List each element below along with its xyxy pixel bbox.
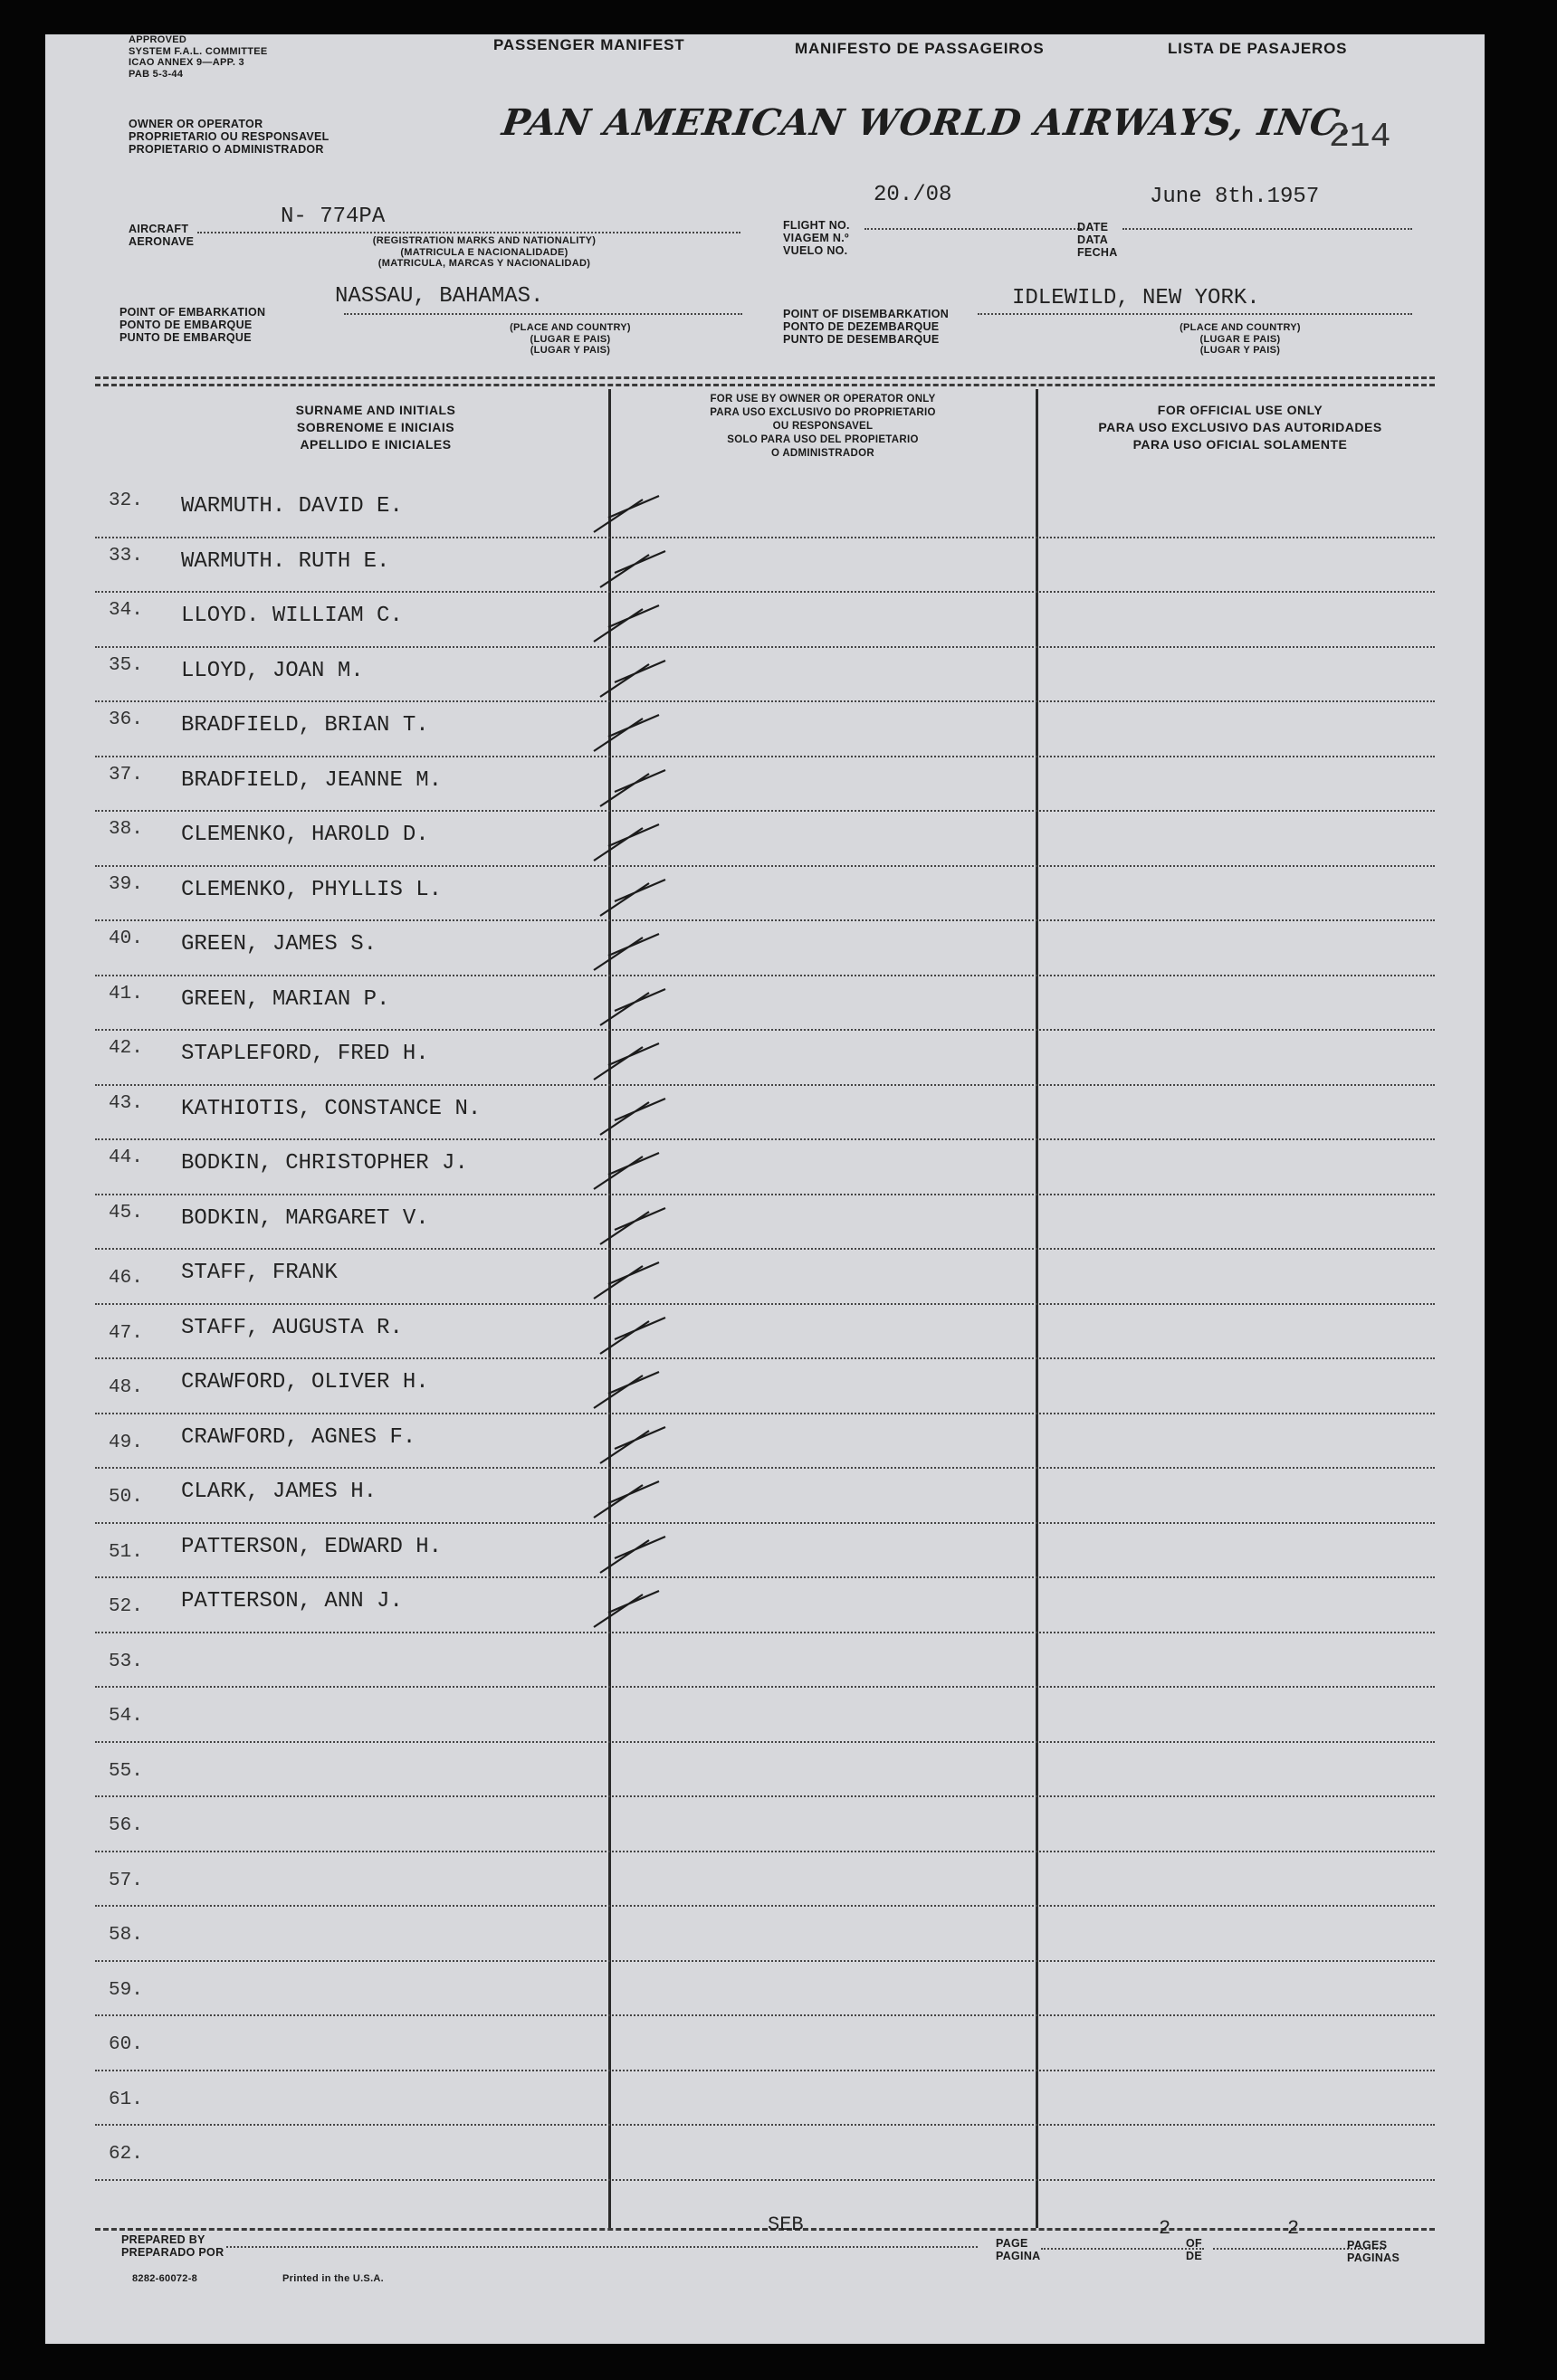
row-number: 56.	[109, 1815, 143, 1836]
official-use-header-line: PARA USO EXCLUSIVO DAS AUTORIDADES	[1098, 420, 1382, 434]
registration-note-line: (MATRICULA E NACIONALIDADE)	[400, 246, 568, 258]
passenger-name: BRADFIELD, JEANNE M.	[181, 767, 443, 793]
row-number: 33.	[109, 545, 143, 566]
title-pt: MANIFESTO DE PASSAGEIROS	[795, 40, 1045, 57]
place-note-line: (LUGAR Y PAIS)	[1199, 345, 1281, 356]
registration-note-line: (MATRICULA, MARCAS Y NACIONALIDAD)	[377, 258, 591, 269]
place-note-line: (PLACE AND COUNTRY)	[1180, 322, 1301, 333]
owner-use-header-line: SOLO PARA USO DEL PROPIETARIO	[727, 434, 919, 445]
row-rule	[95, 975, 1435, 976]
passenger-name: STAFF, FRANK	[181, 1261, 338, 1285]
passenger-name: BODKIN, CHRISTOPHER J.	[181, 1151, 468, 1176]
row-rule	[95, 1960, 1435, 1962]
of-value: 2	[1287, 2217, 1300, 2240]
passenger-name: PATTERSON, EDWARD H.	[181, 1534, 443, 1559]
table-row	[45, 815, 1485, 871]
row-number: 59.	[109, 1979, 143, 2001]
disembarkation-line	[978, 313, 1412, 315]
registration-note	[317, 235, 652, 270]
row-rule	[95, 1194, 1435, 1195]
row-number: 37.	[109, 764, 143, 785]
row-rule	[95, 1522, 1435, 1524]
surname-header-line: APELLIDO E INICIALES	[300, 437, 452, 452]
flight-label	[783, 219, 850, 257]
check-mark-icon	[588, 1204, 688, 1246]
title-es: LISTA DE PASAJEROS	[1168, 40, 1348, 57]
passenger-name: WARMUTH. RUTH E.	[181, 548, 390, 574]
of-label-line: OF	[1186, 2237, 1202, 2250]
place-note-embark	[471, 322, 670, 357]
check-mark-icon	[588, 1149, 688, 1191]
table-row	[45, 1199, 1485, 1254]
table-row	[45, 871, 1485, 926]
row-number: 58.	[109, 1925, 143, 1946]
surname-header-line: SURNAME AND INITIALS	[295, 403, 456, 417]
table-row	[45, 706, 1485, 761]
table-row	[45, 1034, 1485, 1090]
page-value: 2	[1159, 2217, 1171, 2240]
passenger-name: GREEN, JAMES S.	[181, 932, 377, 957]
check-mark-icon	[588, 1095, 688, 1137]
prepared-label	[121, 2233, 224, 2259]
row-number: 47.	[109, 1322, 143, 1344]
approval-line: ICAO ANNEX 9—APP. 3	[129, 57, 244, 68]
row-rule	[95, 1029, 1435, 1031]
flight-label-line: FLIGHT NO.	[783, 219, 850, 232]
approval-line: PAB 5-3-44	[129, 68, 184, 80]
printed-note: Printed in the U.S.A.	[282, 2273, 385, 2284]
of-label	[1186, 2237, 1202, 2262]
row-number: 54.	[109, 1706, 143, 1727]
table-row	[45, 2020, 1485, 2075]
check-mark-icon	[588, 1040, 688, 1081]
owner-label-line: PROPIETARIO O ADMINISTRADOR	[129, 143, 324, 156]
table-row	[45, 596, 1485, 652]
disembarkation-label	[783, 308, 949, 346]
row-rule	[95, 646, 1435, 648]
of-label-line: DE	[1186, 2250, 1202, 2262]
official-use-header-line: PARA USO OFICIAL SOLAMENTE	[1132, 437, 1348, 452]
official-use-header-line: FOR OFFICIAL USE ONLY	[1157, 403, 1323, 417]
row-rule	[95, 591, 1435, 593]
passenger-name: CLEMENKO, HAROLD D.	[181, 823, 429, 847]
official-use-column-header	[1041, 402, 1439, 453]
row-rule	[95, 756, 1435, 757]
prepared-label-line: PREPARADO POR	[121, 2246, 224, 2259]
prepared-value: SEB	[768, 2213, 804, 2236]
passenger-name: LLOYD, JOAN M.	[181, 658, 364, 683]
date-label	[1077, 221, 1118, 259]
table-row	[45, 925, 1485, 980]
check-mark-icon	[588, 492, 688, 534]
page-label-line: PAGE	[996, 2237, 1028, 2250]
date-label-line: DATA	[1077, 233, 1109, 246]
row-rule	[95, 1084, 1435, 1086]
check-mark-icon	[588, 1259, 688, 1300]
page-stamp-number: 214	[1329, 118, 1391, 157]
table-row	[45, 761, 1485, 816]
check-mark-icon	[588, 547, 688, 589]
place-note-line: (LUGAR Y PAIS)	[530, 345, 611, 356]
table-row	[45, 1691, 1485, 1747]
date-label-line: FECHA	[1077, 246, 1118, 259]
row-number: 45.	[109, 1202, 143, 1223]
approval-line: SYSTEM F.A.L. COMMITTEE	[129, 45, 268, 57]
row-rule	[95, 2179, 1435, 2181]
passenger-name: STAFF, AUGUSTA R.	[181, 1315, 403, 1340]
owner-use-header-line: OU RESPONSAVEL	[772, 421, 874, 432]
passenger-name: LLOYD. WILLIAM C.	[181, 604, 403, 628]
table-row	[45, 1472, 1485, 1528]
prepared-label-line: PREPARED BY	[121, 2233, 205, 2246]
row-number: 38.	[109, 819, 143, 840]
prepared-line	[226, 2246, 978, 2248]
check-mark-icon	[588, 930, 688, 972]
aircraft-label	[129, 223, 194, 248]
embarkation-value: NASSAU, BAHAMAS.	[335, 284, 544, 309]
row-number: 49.	[109, 1432, 143, 1453]
row-number: 51.	[109, 1541, 143, 1563]
embarkation-line	[344, 313, 742, 315]
row-rule	[95, 1686, 1435, 1688]
row-rule	[95, 810, 1435, 812]
row-number: 34.	[109, 600, 143, 621]
table-row	[45, 2075, 1485, 2130]
row-rule	[95, 2070, 1435, 2071]
row-number: 52.	[109, 1596, 143, 1617]
embarkation-label-line: POINT OF EMBARKATION	[119, 306, 266, 319]
passenger-name: GREEN, MARIAN P.	[181, 986, 390, 1012]
table-row	[45, 2129, 1485, 2185]
passenger-name: BODKIN, MARGARET V.	[181, 1205, 429, 1231]
row-rule	[95, 537, 1435, 538]
row-number: 46.	[109, 1268, 143, 1289]
row-rule	[95, 1248, 1435, 1250]
row-number: 42.	[109, 1038, 143, 1059]
row-rule	[95, 2014, 1435, 2016]
check-mark-icon	[588, 657, 688, 699]
passenger-name: WARMUTH. DAVID E.	[181, 494, 403, 519]
table-row	[45, 1582, 1485, 1637]
surname-header-line: SOBRENOME E INICIAIS	[296, 420, 455, 434]
owner-label-line: OWNER OR OPERATOR	[129, 118, 263, 130]
row-rule	[95, 1303, 1435, 1305]
approval-block	[129, 34, 268, 80]
passenger-name: CLEMENKO, PHYLLIS L.	[181, 877, 443, 902]
row-number: 32.	[109, 490, 143, 511]
form-number: 8282-60072-8	[132, 2273, 198, 2284]
row-number: 40.	[109, 928, 143, 949]
row-number: 50.	[109, 1487, 143, 1508]
row-number: 41.	[109, 983, 143, 1004]
row-number: 55.	[109, 1760, 143, 1782]
row-rule	[95, 1741, 1435, 1743]
passenger-name: PATTERSON, ANN J.	[181, 1589, 403, 1614]
table-row	[45, 1309, 1485, 1364]
check-mark-icon	[588, 1314, 688, 1356]
table-row	[45, 1253, 1485, 1309]
date-label-line: DATE	[1077, 221, 1109, 233]
aircraft-label-line: AIRCRAFT	[129, 223, 189, 235]
table-row	[45, 1090, 1485, 1145]
aircraft-line	[197, 232, 740, 233]
row-number: 62.	[109, 2144, 143, 2165]
row-number: 61.	[109, 2089, 143, 2110]
company-name: PAN AMERICAN WORLD AIRWAYS, INC.	[499, 101, 1356, 144]
place-note-disembark	[1132, 322, 1349, 357]
aircraft-value: N- 774PA	[281, 205, 386, 229]
table-row	[45, 1856, 1485, 1911]
table-row	[45, 1966, 1485, 2021]
owner-use-header-line: O ADMINISTRADOR	[771, 448, 874, 459]
passenger-name: KATHIOTIS, CONSTANCE N.	[181, 1096, 482, 1121]
row-number: 43.	[109, 1092, 143, 1114]
row-number: 48.	[109, 1377, 143, 1398]
surname-column-header	[95, 402, 656, 453]
pages-label-line: PAGINAS	[1347, 2251, 1400, 2264]
flight-label-line: VIAGEM N.º	[783, 232, 849, 244]
passenger-name: CRAWFORD, OLIVER H.	[181, 1370, 429, 1395]
place-note-line: (LUGAR E PAIS)	[1199, 333, 1281, 345]
passenger-name: BRADFIELD, BRIAN T.	[181, 713, 429, 738]
passenger-name: STAPLEFORD, FRED H.	[181, 1042, 429, 1066]
date-line	[1122, 228, 1412, 230]
owner-label	[129, 118, 330, 156]
row-rule	[95, 2124, 1435, 2126]
row-rule	[95, 865, 1435, 867]
footer-rule	[95, 2228, 1435, 2231]
row-rule	[95, 700, 1435, 702]
row-number: 44.	[109, 1147, 143, 1168]
row-rule	[95, 1576, 1435, 1578]
row-number: 53.	[109, 1651, 143, 1672]
check-mark-icon	[588, 1478, 688, 1519]
row-rule	[95, 1632, 1435, 1633]
disembarkation-value: IDLEWILD, NEW YORK.	[1012, 286, 1260, 310]
check-mark-icon	[588, 1368, 688, 1410]
row-rule	[95, 919, 1435, 921]
registration-note-line: (REGISTRATION MARKS AND NATIONALITY)	[372, 235, 597, 246]
owner-label-line: PROPRIETARIO OU RESPONSAVEL	[129, 130, 330, 143]
check-mark-icon	[588, 1587, 688, 1629]
flight-line	[864, 228, 1082, 230]
row-rule	[95, 1357, 1435, 1359]
row-rule	[95, 1905, 1435, 1907]
table-row	[45, 1363, 1485, 1418]
page-label	[996, 2237, 1041, 2262]
embarkation-label	[119, 306, 265, 344]
pages-label-line: PAGES	[1347, 2239, 1388, 2251]
embarkation-label-line: PONTO DE EMBARQUE	[119, 319, 253, 331]
row-number: 60.	[109, 2034, 143, 2055]
disembarkation-label-line: PUNTO DE DESEMBARQUE	[783, 333, 940, 346]
table-row	[45, 487, 1485, 542]
header-rule-top	[95, 376, 1435, 379]
table-row	[45, 1528, 1485, 1583]
row-rule	[95, 1795, 1435, 1797]
row-rule	[95, 1851, 1435, 1852]
check-mark-icon	[588, 1423, 688, 1465]
approval-line: APPROVED	[129, 34, 187, 45]
aircraft-label-line: AERONAVE	[129, 235, 195, 248]
table-row	[45, 1637, 1485, 1692]
page-line	[1041, 2248, 1204, 2250]
row-rule	[95, 1138, 1435, 1140]
table-row	[45, 542, 1485, 597]
check-mark-icon	[588, 821, 688, 862]
check-mark-icon	[588, 602, 688, 643]
check-mark-icon	[588, 876, 688, 918]
check-mark-icon	[588, 766, 688, 808]
table-row	[45, 1747, 1485, 1802]
row-rule	[95, 1413, 1435, 1414]
owner-use-header-line: PARA USO EXCLUSIVO DO PROPRIETARIO	[710, 407, 936, 418]
disembarkation-label-line: PONTO DE DEZEMBARQUE	[783, 320, 940, 333]
flight-label-line: VUELO NO.	[783, 244, 848, 257]
place-note-line: (PLACE AND COUNTRY)	[510, 322, 631, 333]
check-mark-icon	[588, 985, 688, 1027]
row-rule	[95, 1467, 1435, 1469]
table-row	[45, 1418, 1485, 1473]
title-en: PASSENGER MANIFEST	[493, 36, 685, 53]
flight-value: 20./08	[874, 183, 952, 207]
manifest-sheet	[45, 34, 1485, 2344]
place-note-line: (LUGAR E PAIS)	[530, 333, 611, 345]
table-row	[45, 652, 1485, 707]
pages-label	[1347, 2239, 1399, 2264]
table-row	[45, 1801, 1485, 1856]
owner-use-header-line: FOR USE BY OWNER OR OPERATOR ONLY	[710, 394, 936, 405]
row-number: 36.	[109, 709, 143, 730]
page-label-line: PAGINA	[996, 2250, 1041, 2262]
passenger-name: CLARK, JAMES H.	[181, 1480, 377, 1504]
row-number: 39.	[109, 873, 143, 895]
embarkation-label-line: PUNTO DE EMBARQUE	[119, 331, 252, 344]
passenger-name: CRAWFORD, AGNES F.	[181, 1424, 416, 1450]
disembarkation-label-line: POINT OF DISEMBARKATION	[783, 308, 950, 320]
check-mark-icon	[588, 1533, 688, 1575]
row-number: 57.	[109, 1870, 143, 1891]
header-rule-bottom	[95, 384, 1435, 386]
owner-use-column-header	[610, 393, 1036, 461]
table-row	[45, 980, 1485, 1035]
row-number: 35.	[109, 654, 143, 676]
check-mark-icon	[588, 711, 688, 753]
table-row	[45, 1144, 1485, 1199]
date-value: June 8th.1957	[1150, 185, 1320, 209]
table-row	[45, 1910, 1485, 1966]
